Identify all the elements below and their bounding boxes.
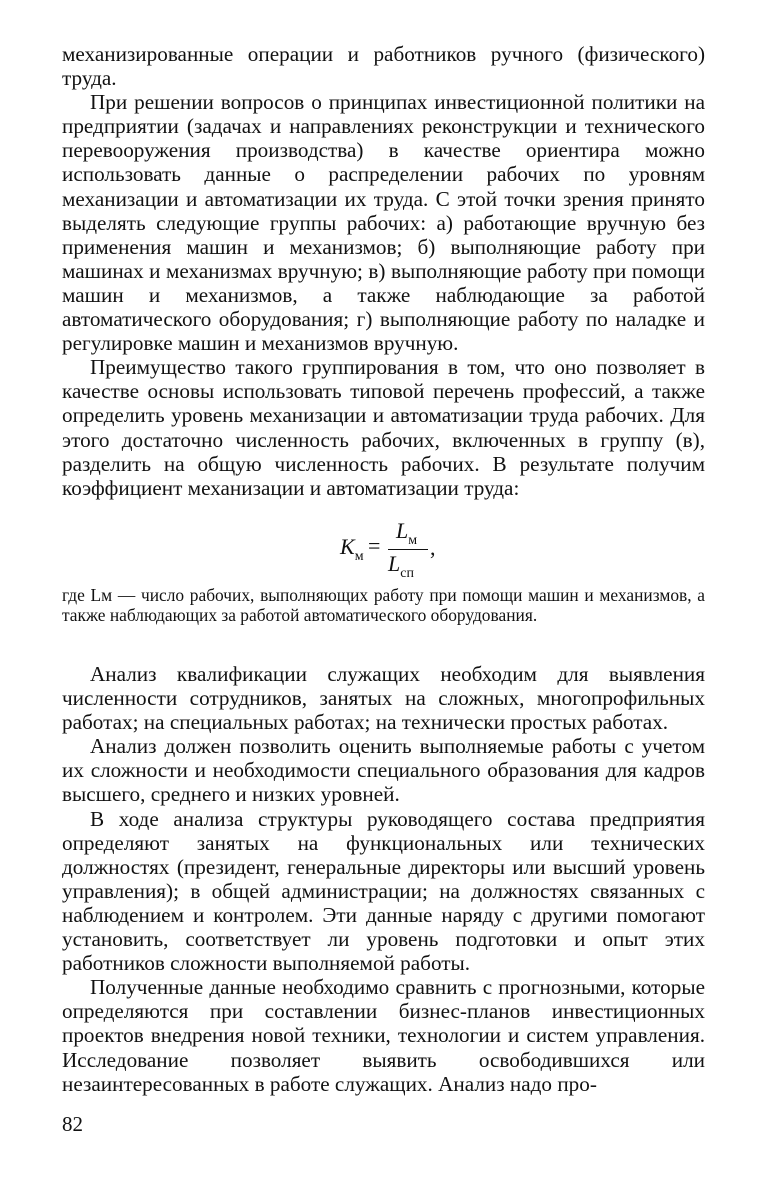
paragraph-comparison: Полученные данные необходимо сравнить с прогнозными, которые определяются при составлении бизнес-планов инвестиционных проектов внедрения новой техники, технологии и систем управления. Исследование позволяет выявить освободившихся или незаинтересованных в работе служащих. Анализ надо про- (62, 975, 705, 1096)
note-block (62, 585, 705, 625)
fraction-bar (388, 549, 428, 550)
formula-denominator: $L_{сп}$ (388, 551, 414, 581)
text-top-block (62, 42, 705, 500)
page-number: 82 (62, 1112, 83, 1136)
formula-explanation: где Lм — число рабочих, выполняющих работу при помощи машин и механизмов, а также наблюдающих за работой автоматического оборудования. (62, 585, 705, 625)
paragraph-grouping-advantage: Преимущество такого группирования в том, что оно позволяет в качестве основы использовать типовой перечень профессий, а также определить уровень механизации и автоматизации труда рабочих. Для этого достаточно численность рабочих, включенных в группу (в), разделить на общую численность рабочих. В результате получим коэффициент механизации и автоматизации труда: (62, 355, 705, 500)
paragraph-qualification-analysis: Анализ квалификации служащих необходим для выявления численности сотрудников, занятых на сложных, многопрофильных работах; на специальных работах; на технически простых работах. (62, 662, 705, 735)
formula-equals: = (368, 533, 381, 558)
text-bottom-block (62, 662, 705, 1096)
formula-comma: , (430, 535, 436, 560)
paragraph-continuation: механизированные операции и работников ручного (физического) труда. (62, 42, 705, 91)
formula-lhs: $K_м$ (340, 534, 364, 564)
paragraph-investment-policy: При решении вопросов о принципах инвестиционной политики на предприятии (задачах и направлениях реконструкции и технического перевооружения производства) в качестве ориентира можно использовать данные о распределении рабочих по уровням механизации и автоматизации их труда. С этой точки зрения принято выделять следующие группы рабочих: а) работающие вручную без применения машин и механизмов; б) выполняющие работу при машинах и механизмах вручную; в) выполняющие работу при помощи машин и механизмов, а также наблюдающие за работой автоматического оборудования; г) выполняющие работу по наладке и регулировке машин и механизмов вручную. (62, 90, 705, 356)
formula-mechanization-coefficient (0, 518, 766, 582)
formula-numerator: $L_м$ (396, 518, 418, 548)
paragraph-work-evaluation: Анализ должен позволить оценить выполняемые работы с учетом их сложности и необходимости специального образования для кадров высшего, среднего и низких уровней. (62, 734, 705, 807)
paragraph-management-structure: В ходе анализа структуры руководящего состава предприятия определяют занятых на функциональных или технических должностях (президент, генеральные директоры или высший уровень управления); в общей администрации; на должностях связанных с наблюдением и контролем. Эти данные наряду с другими помогают установить, соответствует ли уровень подготовки и опыт этих работников сложности выполняемой работы. (62, 806, 705, 976)
